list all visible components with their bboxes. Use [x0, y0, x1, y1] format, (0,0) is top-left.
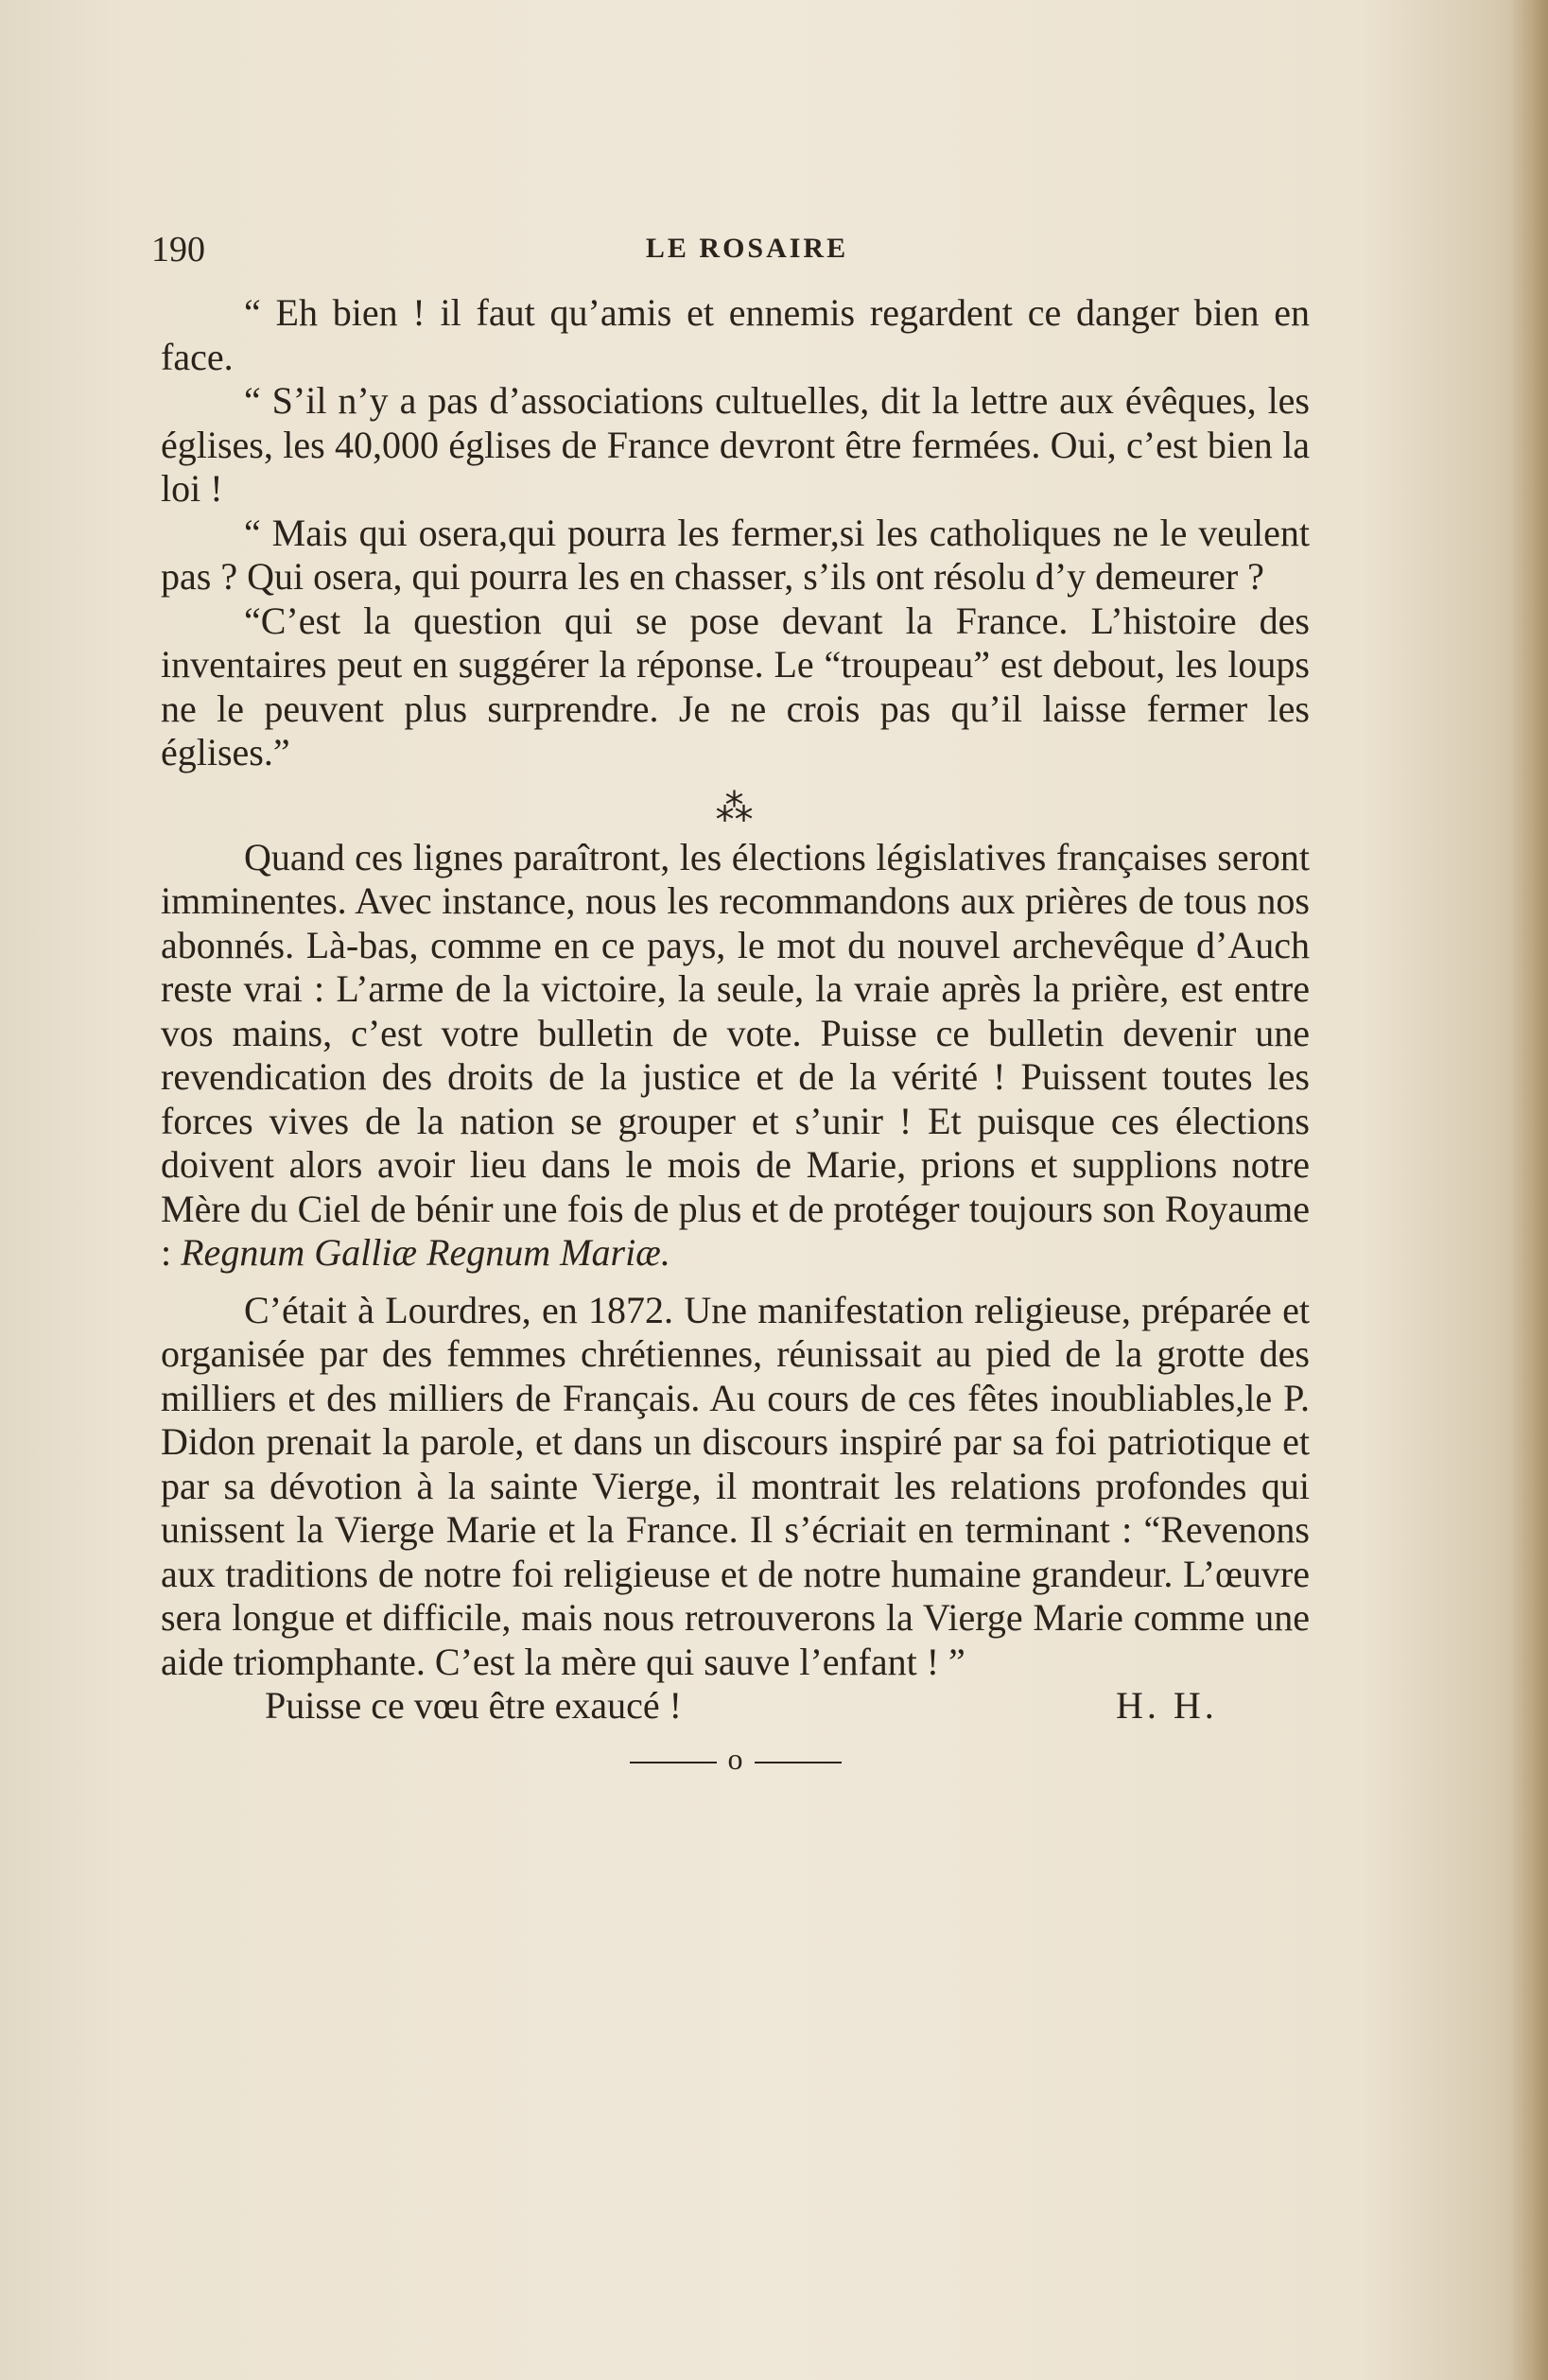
end-rule-left: [630, 1762, 717, 1763]
paragraph-elections: [161, 836, 1310, 1276]
latin-motto: Regnum Galliæ Regnum Mariæ.: [181, 1231, 670, 1274]
paragraph-quote-4: “C’est la question qui se pose devant la France. L’histoire des inventaires peut en suggérer la réponse. Le “troupeau” est debout, les loups ne le peuvent plus surprendre. Je ne crois pas qu’il laisse fermer les églises.”: [161, 599, 1310, 773]
page-edge-shadow: [1510, 0, 1548, 2380]
paragraph-quote-1: “ Eh bien ! il faut qu’amis et ennemis regardent ce danger bien en face.: [161, 291, 1310, 378]
end-rule-right: [755, 1762, 842, 1763]
end-circle: o: [727, 1742, 743, 1776]
page-number: 190: [151, 230, 205, 269]
closing-line: [161, 1684, 1310, 1729]
running-head: [151, 229, 1324, 276]
closing-wish: Puisse ce vœu être exaucé !: [265, 1684, 682, 1727]
running-title: LE ROSAIRE: [645, 233, 849, 264]
body-text: [161, 291, 1310, 1781]
author-signature: H. H.: [1116, 1684, 1218, 1727]
paragraph-quote-2: “ S’il n’y a pas d’associations cultuelles, dit la lettre aux évêques, les églises, les 40,000 églises de France devront être fermées. Oui, c’est bien la loi !: [161, 379, 1310, 510]
paragraph-quote-3: “ Mais qui osera,qui pourra les fermer,si les catholiques ne le veulent pas ? Qui osera, qui pourra les en chasser, s’ils ont résolu d’y demeurer ?: [161, 511, 1310, 598]
paragraph-lourdes: C’était à Lourdres, en 1872. Une manifestation religieuse, préparée et organisée par des femmes chrétiennes, réunissait au pied de la grotte des milliers et des milliers de Français. Au cours de ces fêtes inoubliables,le P. Didon prenait la parole, et dans un discours inspiré par sa foi patriotique et par sa dévotion à la sainte Vierge, il montrait les relations profondes qui unissent la Vierge Marie et la France. Il s’écriait en terminant : “Revenons aux traditions de notre foi religieuse et de notre humaine grandeur. L’œuvre sera longue et difficile, mais nous retrouverons la Vierge Marie comme une aide triomphante. C’est la mère qui sauve l’enfant ! ”: [161, 1288, 1310, 1683]
elections-text: Quand ces lignes paraîtront, les élections législatives françaises seront imminentes. Avec instance, nous les recommandons aux prières de tous nos abonnés. Là-bas, comme en ce pays, le mot du nouvel archevêque d’Auch reste vrai : L’arme de la victoire, la seule, la vraie après la prière, est entre vos mains, c’est votre bulletin de vote. Puisse ce bulletin devenir une revendication des droits de la justice et de la vérité ! Puissent toutes les forces vives de la nation se grouper et s’unir ! Et puisque ces élections doivent alors avoir lieu dans le mois de Marie, prions et supplions notre Mère du Ciel de bénir une fois de plus et de protéger toujours son Royaume :: [161, 835, 1310, 1274]
section-dinkus: ⁂: [715, 786, 756, 829]
end-ornament: [161, 1737, 1310, 1781]
